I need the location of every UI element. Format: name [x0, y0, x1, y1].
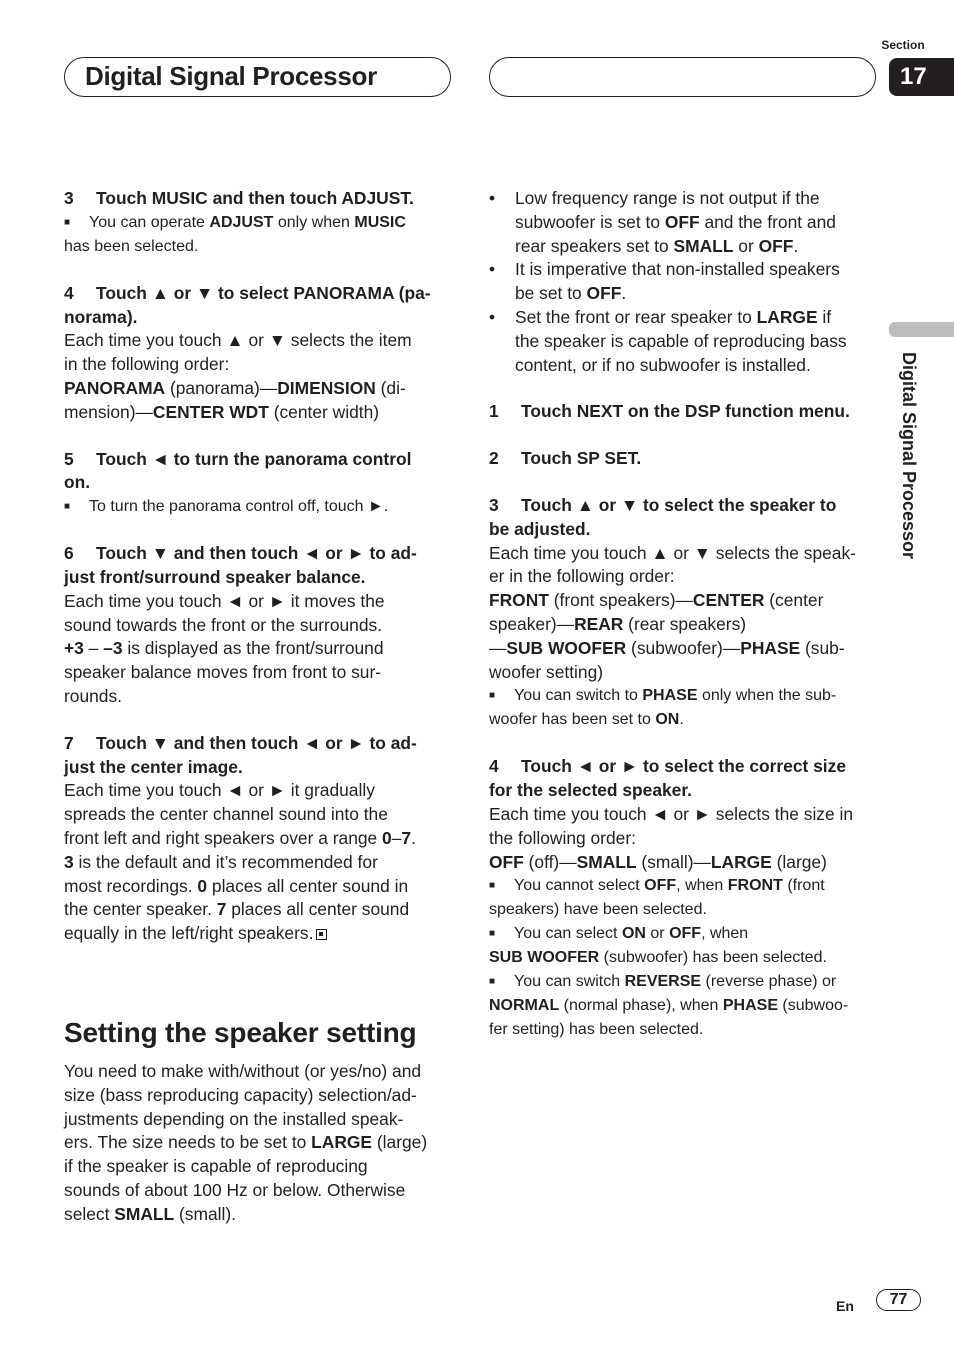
header-blank-pill — [489, 57, 876, 97]
end-mark-icon — [316, 929, 327, 940]
side-tab-bar — [889, 322, 954, 337]
bullet-item: • It is imperative that non-installed speakers be set to OFF. — [489, 259, 840, 304]
step-7-body: Each time you touch ◄ or ► it gradually spreads the center channel sound into the front left and right speakers over a range 0–7. 3 is the default and it’s recommended for most recordings. 0 places all center sound in the center speaker. 7 places all center sound equally in the left/right speakers. — [64, 780, 416, 944]
step-6-body: Each time you touch ◄ or ► it moves the sound towards the front or the surrounds. +3 – –3 is displayed as the front/surround speaker balance moves from front to sur- rounds. — [64, 590, 385, 706]
step-3-note: ■ You can switch to PHASE only when the sub- woofer has been set to ON. — [489, 687, 837, 729]
section-number: 17 — [889, 58, 954, 96]
step-4-heading: 4 Touch ◄ or ► to select the correct size for the selected speaker. — [489, 756, 846, 801]
header-title-pill — [64, 57, 451, 97]
step-5-heading: 5 Touch ◄ to turn the panorama control on. — [64, 448, 412, 493]
step-5-note: ■ To turn the panorama control off, touch ►. — [64, 498, 389, 516]
step-1-heading: 1 Touch NEXT on the DSP function menu. — [489, 401, 850, 422]
left-column — [64, 187, 452, 1227]
section-label: Section — [881, 38, 925, 52]
bullet-item: • Set the front or rear speaker to LARGE if the speaker is capable of reproducing bass content, or if no subwoofer is installed. — [489, 306, 847, 375]
step-4-heading: 4 Touch ▲ or ▼ to select PANORAMA (pa- norama). — [64, 282, 431, 327]
step-7-heading: 7 Touch ▼ and then touch ◄ or ► to ad- just the center image. — [64, 732, 417, 777]
bullet-item: • Low frequency range is not output if the subwoofer is set to OFF and the front and rear speakers set to SMALL or OFF. — [489, 188, 836, 256]
step-3-note: ■ You can operate ADJUST only when MUSIC has been selected. — [64, 213, 406, 255]
step-4-note: ■ You can switch REVERSE (reverse phase) or NORMAL (normal phase), when PHASE (subwoo- fer setting) has been selected. — [489, 973, 849, 1039]
page-number: 77 — [876, 1289, 921, 1311]
step-3-heading: 3 Touch ▲ or ▼ to select the speaker to be adjusted. — [489, 494, 837, 539]
section-intro: You need to make with/without (or yes/no) and size (bass reproducing capacity) selection/ad- justments depending on the installed speak- ers. The size needs to be set to LARGE (large) if the speaker is capable of reproducing sounds of about 100 Hz or below. Otherwise select SMALL (small). — [64, 1060, 428, 1224]
footer-language: En — [836, 1298, 854, 1314]
step-3-heading: 3 Touch MUSIC and then touch ADJUST. — [64, 188, 414, 208]
step-4-note: ■ You cannot select OFF, when FRONT (front speakers) have been selected. — [489, 877, 825, 919]
step-2-heading: 2 Touch SP SET. — [489, 448, 642, 469]
side-tab-label: Digital Signal Processor — [899, 352, 919, 560]
right-column — [489, 187, 881, 1042]
page-title: Digital Signal Processor — [85, 61, 377, 91]
step-3-body: Each time you touch ▲ or ▼ selects the speak- er in the following order: FRONT (front speakers)—CENTER (center speaker)—REAR (rear speakers) —SUB WOOFER (subwoofer)—PHASE (sub- woofer setting) — [489, 542, 856, 682]
step-4-note: ■ You can select ON or OFF, when SUB WOOFER (subwoofer) has been selected. — [489, 925, 827, 967]
section-heading: Setting the speaker setting — [64, 1016, 417, 1048]
step-4-body: Each time you touch ◄ or ► selects the size in the following order: OFF (off)—SMALL (small)—LARGE (large) — [489, 803, 854, 872]
step-4-body: Each time you touch ▲ or ▼ selects the item in the following order: PANORAMA (panorama)—DIMENSION (di- mension)—CENTER WDT (center width) — [64, 330, 412, 422]
step-6-heading: 6 Touch ▼ and then touch ◄ or ► to ad- just front/surround speaker balance. — [64, 543, 417, 587]
